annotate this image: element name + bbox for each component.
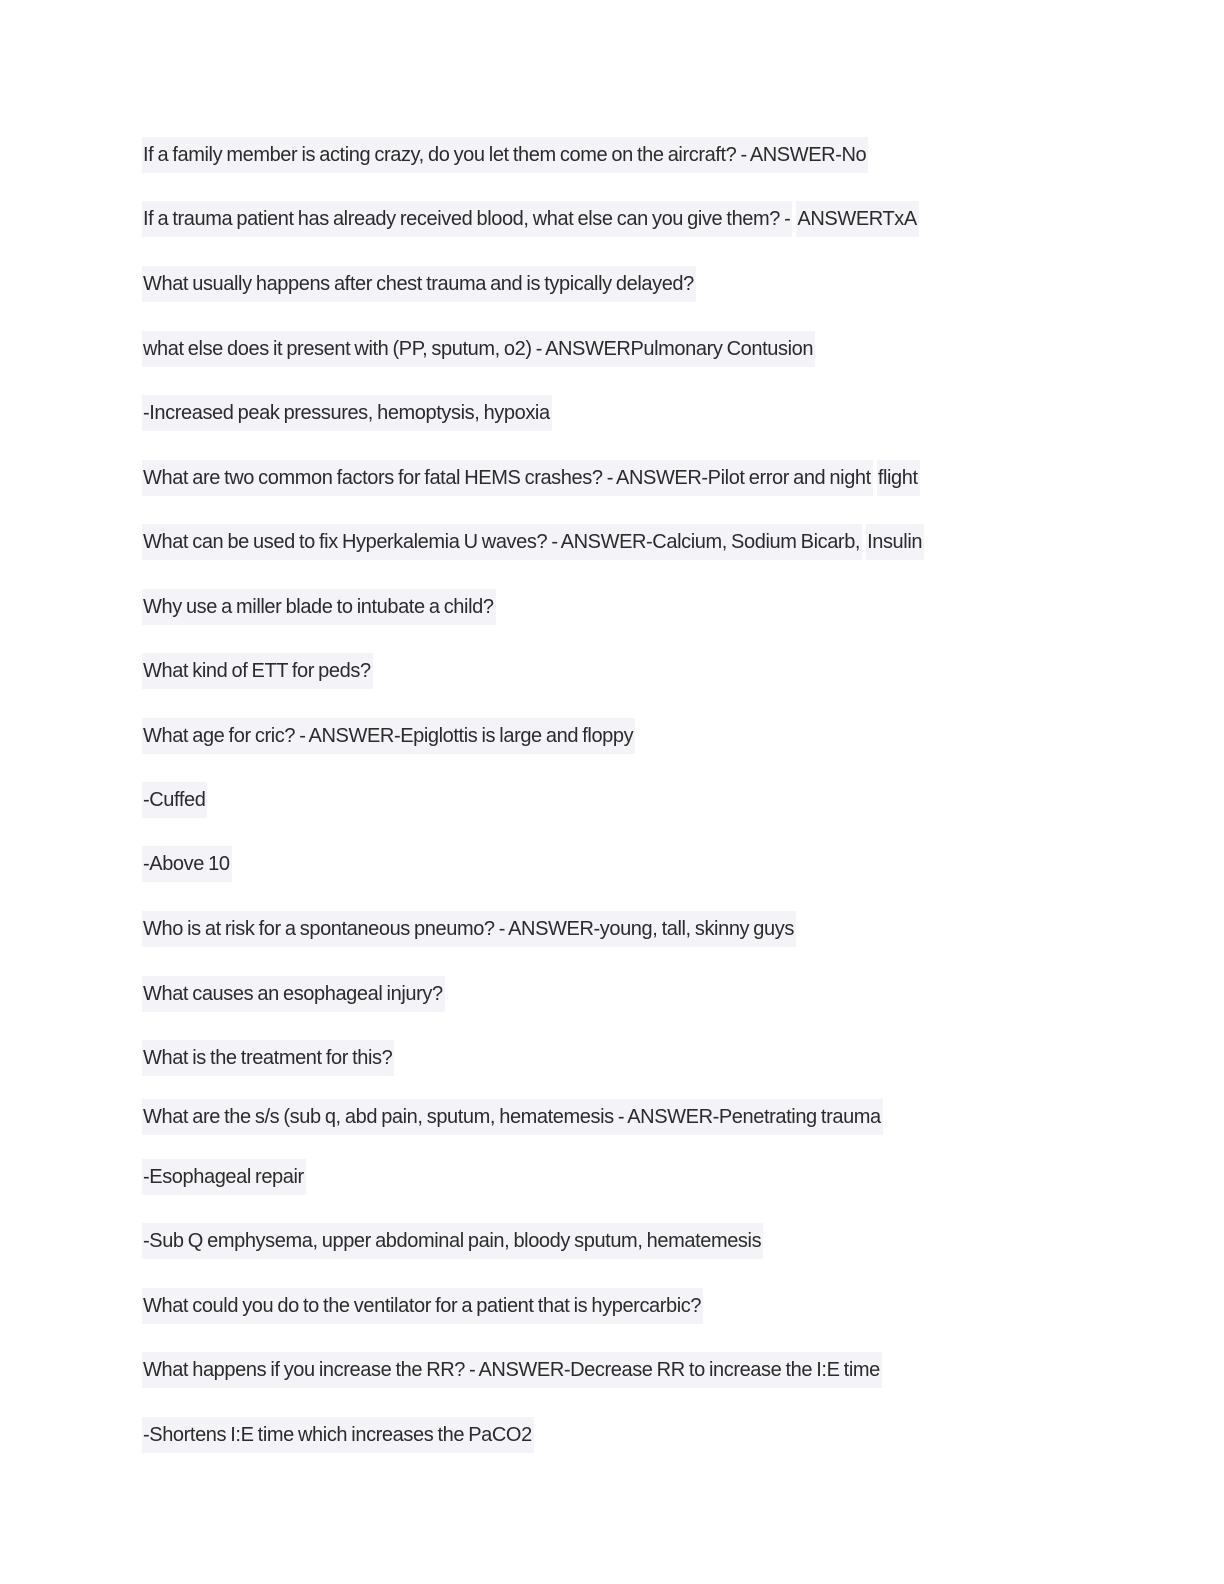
text-line <box>142 589 500 625</box>
text-line <box>142 1159 310 1195</box>
text-segment: What usually happens after chest trauma and is typically delayed? <box>142 266 696 302</box>
text-line <box>142 1040 398 1076</box>
text-line <box>142 653 377 689</box>
text-line <box>142 137 872 173</box>
text-segment: -Shortens I:E time which increases the PaCO2 <box>142 1417 534 1453</box>
text-segment: -Esophageal repair <box>142 1159 306 1195</box>
text-segment: Who is at risk for a spontaneous pneumo? - ANSWER-young, tall, skinny guys <box>142 911 796 947</box>
text-segment: -Increased peak pressures, hemoptysis, hypoxia <box>142 395 552 431</box>
text-line <box>142 524 928 560</box>
text-segment: What causes an esophageal injury? <box>142 976 445 1012</box>
text-line <box>142 911 800 947</box>
text-segment: What happens if you increase the RR? - ANSWER-Decrease RR to increase the I:E time <box>142 1352 882 1388</box>
text-line <box>142 1352 886 1388</box>
text-line <box>142 1417 538 1453</box>
text-segment: flight <box>877 460 920 496</box>
text-segment: What are two common factors for fatal HEMS crashes? - ANSWER-Pilot error and night <box>142 460 873 496</box>
text-segment: What kind of ETT for peds? <box>142 653 373 689</box>
text-segment: If a family member is acting crazy, do you let them come on the aircraft? - ANSWER-No <box>142 137 868 173</box>
text-line <box>142 201 923 237</box>
text-line <box>142 266 700 302</box>
text-line <box>142 782 211 818</box>
text-segment: What could you do to the ventilator for a patient that is hypercarbic? <box>142 1288 703 1324</box>
text-segment: -Cuffed <box>142 782 207 818</box>
text-segment: -Above 10 <box>142 846 232 882</box>
text-line <box>142 395 556 431</box>
text-segment: What are the s/s (sub q, abd pain, sputum, hematemesis - ANSWER-Penetrating trauma <box>142 1099 883 1135</box>
text-line <box>142 718 639 754</box>
text-segment: Insulin <box>866 524 924 560</box>
text-line <box>142 1288 707 1324</box>
text-line <box>142 1223 767 1259</box>
text-segment: ANSWERTxA <box>796 201 918 237</box>
text-segment: If a trauma patient has already received blood, what else can you give them? - <box>142 201 792 237</box>
text-segment: What is the treatment for this? <box>142 1040 394 1076</box>
text-segment: What age for cric? - ANSWER-Epiglottis is large and floppy <box>142 718 635 754</box>
text-segment: What can be used to fix Hyperkalemia U waves? - ANSWER-Calcium, Sodium Bicarb, <box>142 524 862 560</box>
text-line <box>142 460 924 496</box>
text-line <box>142 976 449 1012</box>
text-segment: -Sub Q emphysema, upper abdominal pain, bloody sputum, hematemesis <box>142 1223 763 1259</box>
text-line <box>142 846 236 882</box>
text-segment: what else does it present with (PP, sputum, o2) - ANSWERPulmonary Contusion <box>142 331 815 367</box>
text-line <box>142 331 819 367</box>
text-line <box>142 1099 887 1135</box>
text-segment: Why use a miller blade to intubate a child? <box>142 589 496 625</box>
